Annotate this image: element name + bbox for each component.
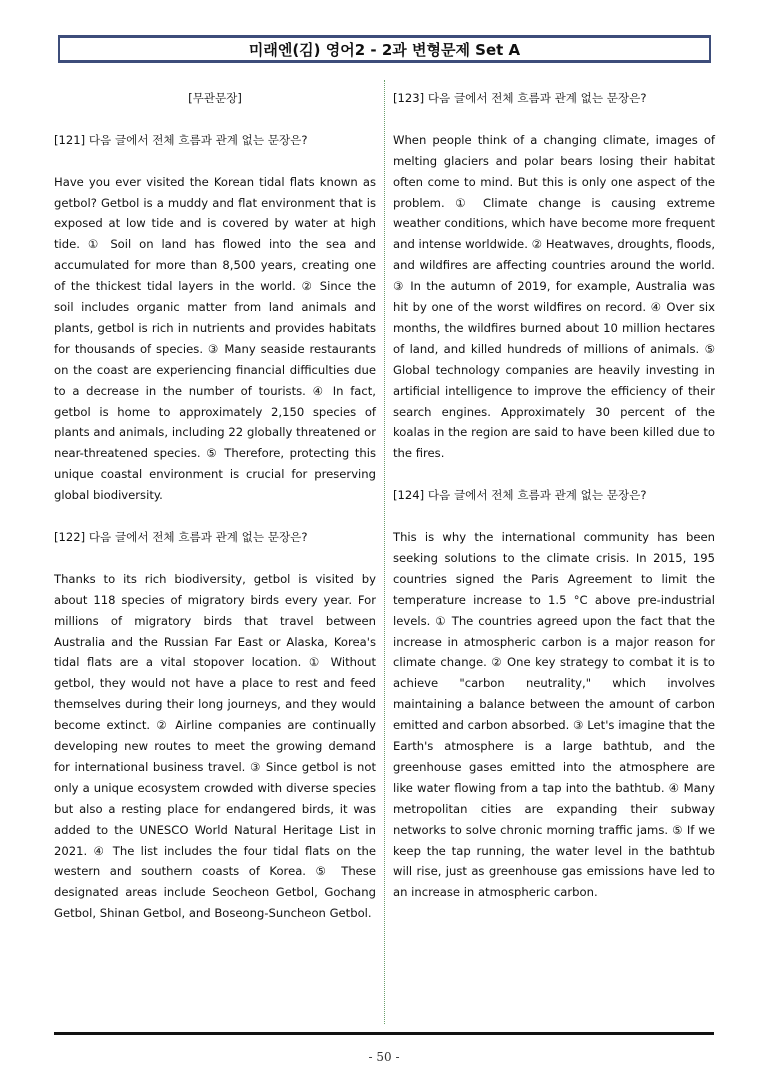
left-column — [54, 88, 376, 924]
question-123-prompt: [123] 다음 글에서 전체 흐름과 관계 없는 문장은? — [393, 91, 647, 105]
footer-rule — [54, 1032, 714, 1035]
section-label: [무관문장] — [188, 91, 242, 105]
question-122-passage: Thanks to its rich biodiversity, getbol is visited by about 118 species of migratory birds every year. For millions of migratory birds that travel between Australia and the Russian Far East or Alaska, Korea's tidal flats are a vital stopover location. ① Without getbol, they would not have a place to rest and feed themselves during their long journeys, and they would become extinct. ② Airline companies are continually developing new routes to meet the growing demand for international business travel. ③ Since getbol is not only a unique ecosystem crowded with diverse species but also a resting place for endangered birds, it was added to the UNESCO World Natural Heritage List in 2021. ④ The list includes the four tidal flats on the western and southern coasts of Korea. ⑤ These designated areas include Seocheon Getbol, Gochang Getbol, Shinan Getbol, and Boseong-Suncheon Getbol. — [54, 571, 376, 921]
question-121-prompt: [121] 다음 글에서 전체 흐름과 관계 없는 문장은? — [54, 132, 308, 147]
question-124-prompt: [124] 다음 글에서 전체 흐름과 관계 없는 문장은? — [393, 488, 647, 503]
question-122-prompt: [122] 다음 글에서 전체 흐름과 관계 없는 문장은? — [54, 529, 308, 544]
page-number: - 50 - — [368, 1050, 400, 1064]
right-column — [393, 88, 715, 903]
column-divider — [384, 80, 385, 1024]
question-124-passage: This is why the international community has been seeking solutions to the climate crisis. In 2015, 195 countries signed the Paris Agreement to limit the temperature increase to 1.5 °C above pre-industrial levels. ① The countries agreed upon the fact that the increase in atmospheric carbon is a major reason for climate change. ② One key strategy to combat it is to achieve "carbon neutrality," which involves maintaining a balance between the amount of carbon emitted and carbon absorbed. ③ Let's imagine that the Earth's atmosphere is a large bathtub, and the greenhouse gases emitted into the atmosphere are like water flowing from a tap into the bathtub. ④ Many metropolitan cities are expanding their subway networks to solve chronic morning traffic jams. ⑤ If we keep the tap running, the water level in the bathtub will rise, just as greenhouse gas emissions have led to an increase in atmospheric carbon. — [393, 529, 715, 900]
question-123-passage: When people think of a changing climate, images of melting glaciers and polar bears losing their habitat often come to mind. But this is only one aspect of the problem. ① Climate change is causing extreme weather conditions, which have become more frequent and intense worldwide. ② Heatwaves, droughts, floods, and wildfires are affecting countries around the world. ③ In the autumn of 2019, for example, Australia was hit by one of the worst wildfires on record. ④ Over six months, the wildfires burned about 10 million hectares of land, and killed hundreds of millions of animals. ⑤ Global technology companies are heavily investing in artificial intelligence to improve the efficiency of their search engines. Approximately 30 percent of the koalas in the region are said to have been killed due to the fires. — [393, 132, 715, 461]
page-title: 미래엔(김) 영어2 - 2과 변형문제 Set A — [58, 35, 711, 63]
question-121-passage: Have you ever visited the Korean tidal flats known as getbol? Getbol is a muddy and flat environment that is exposed at low tide and is covered by water at high tide. ① Soil on land has flowed into the sea and accumulated for more than 8,500 years, creating one of the thickest tidal layers in the world. ② Since the soil includes organic matter from land animals and plants, getbol is rich in nutrients and provides habitats for thousands of species. ③ Many seaside restaurants on the coast are experiencing financial difficulties due to a decrease in the number of tourists. ④ In fact, getbol is home to approximately 2,150 species of plants and animals, including 22 globally threatened or near-threatened species. ⑤ Therefore, protecting this unique coastal environment is crucial for preserving global biodiversity. — [54, 174, 376, 503]
